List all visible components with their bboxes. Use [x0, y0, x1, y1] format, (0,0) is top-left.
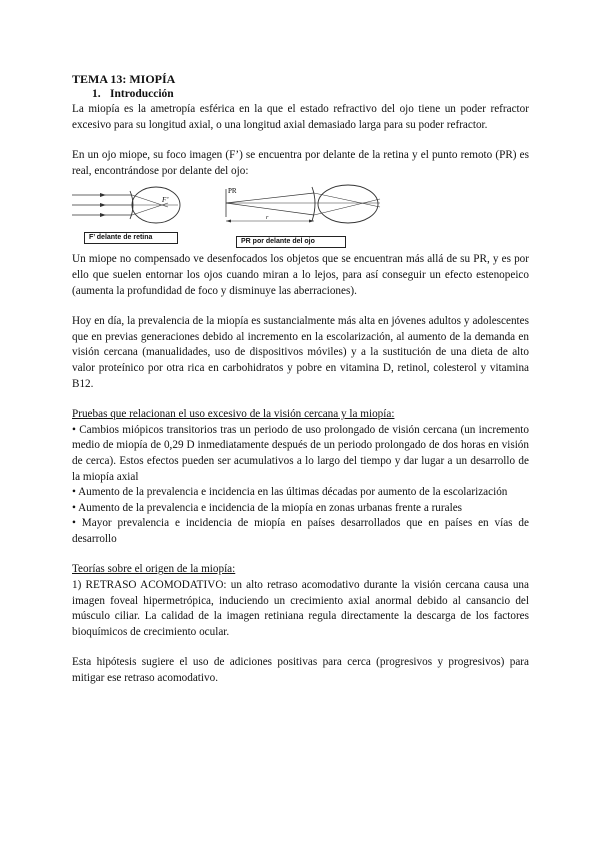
theories-heading: Teorías sobre el origen de la miopía: — [72, 563, 236, 576]
paragraph-accommodative-lag: 1) RETRASO ACOMODATIVO: un alto retraso acomodativo durante la visión cercana causa una imagen foveal hipermetrópica, induciendo un crecimiento axial anormal debido al cansancio del músculo ciliar. La calidad de la imagen retiniana regula directamente la descarga de los factores bioquímicos de crecimiento ocular. — [72, 579, 529, 638]
paragraph-focus: En un ojo miope, su foco imagen (F’) se encuentra por delante de la retina y el punto remoto (PR) es real, encontrándose por delante del ojo: — [72, 149, 529, 177]
figures-row — [72, 185, 529, 247]
document-page — [72, 72, 529, 687]
section-heading — [92, 87, 529, 101]
evidence-heading: Pruebas que relacionan el uso excesivo de la visión cercana y la miopía: — [72, 408, 395, 421]
page-title: TEMA 13: MIOPÍA — [72, 72, 176, 86]
paragraph-hypothesis: Esta hipótesis sugiere el uso de adiciones positivas para cerca (progresivos y progresivos) para mitigar ese retraso acomodativo. — [72, 656, 529, 685]
myopic-eye-diagram-focus — [72, 185, 192, 235]
paragraph-uncompensated: Un miope no compensado ve desenfocados los objetos que se encuentran más allá de su PR, y es por ello que suelen entornar los ojos cuando miran a lo lejos, para así conseguir un efecto estenopeico (aumenta la profundidad de foco y disminuye las aberraciones). — [72, 253, 529, 297]
section-label: Introducción — [110, 88, 174, 100]
evidence-bullet: • Cambios miópicos transitorios tras un periodo de uso prolongado de visión cercana (un incremento medio de miopía de 0,29 D inmediatamente después de un periodo prolongado de dos horas en visión de cerca). Estos efectos pueden ser acumulativos a lo largo del tiempo y dar lugar a un desarrollo de la miopía axial — [72, 423, 529, 483]
far-point-label: PR — [228, 187, 237, 196]
evidence-bullet: • Aumento de la prevalencia e incidencia en las últimas décadas por aumento de la escolarización — [72, 486, 508, 499]
distance-label: r — [266, 215, 269, 222]
evidence-bullet: • Mayor prevalencia e incidencia de miopía en países desarrollados que en países en vías de desarrollo — [72, 517, 529, 545]
focus-label: F’ — [162, 196, 169, 205]
caption-focus: F’ delante de retina — [84, 232, 178, 244]
section-number: 1. — [92, 88, 101, 100]
caption-far-point: PR por delante del ojo — [236, 236, 346, 248]
evidence-bullet: • Aumento de la prevalencia e incidencia de la miopía en zonas urbanas frente a rurales — [72, 501, 463, 514]
paragraph-prevalence: Hoy en día, la prevalencia de la miopía es sustancialmente más alta en jóvenes adultos y adolescentes que en previas generaciones debido al incremento en la escolarización, al aumento de la demanda en visión cercana (manualidades, uso de dispositivos móviles) y a la sustitución de una dieta de alto valor proteínico por otra rica en carbohidratos y pobre en vitamina D, retinol, colesterol y vitamina B12. — [72, 315, 529, 390]
paragraph-definition: La miopía es la ametropía esférica en la que el estado refractivo del ojo tiene un poder refractor excesivo para su longitud axial, o una longitud axial demasiado larga para su poder refractor. — [72, 103, 529, 131]
myopic-eye-diagram-far-point — [218, 183, 398, 237]
